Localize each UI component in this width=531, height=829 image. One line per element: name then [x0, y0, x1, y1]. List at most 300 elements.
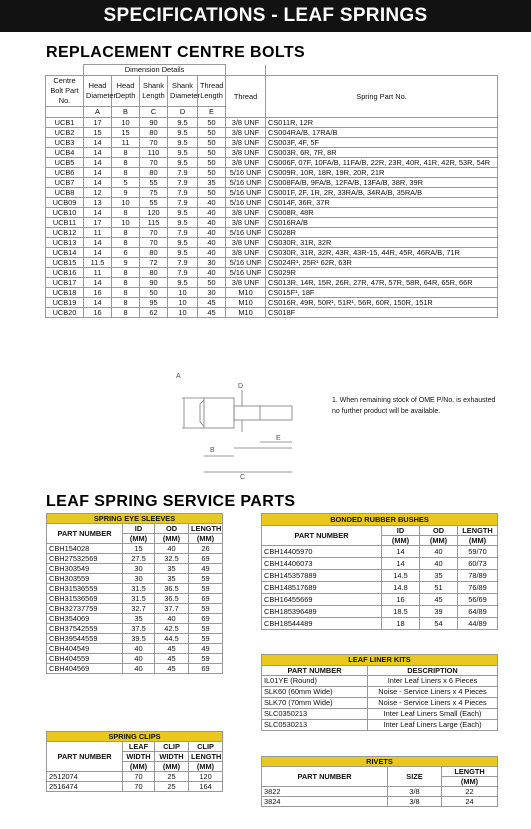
size-cell: 3/8	[388, 797, 442, 807]
rivets-title: RIVETS	[262, 757, 498, 767]
table-row	[47, 574, 223, 584]
clip-width-cell: 25	[155, 772, 189, 782]
rubber-bushes-table	[261, 513, 498, 630]
part-number-cell: SLC0530213	[262, 720, 368, 731]
length-cell: 49	[189, 644, 223, 654]
clip-width-cell: 25	[155, 782, 189, 792]
letter-c: C	[140, 107, 168, 118]
head-diameter-cell: 14	[84, 278, 112, 288]
shank-diameter-cell: 9.5	[168, 148, 198, 158]
thread-length-cell: 50	[198, 118, 226, 128]
head-depth-cell: 10	[112, 218, 140, 228]
table-row	[262, 797, 498, 807]
shank-length-cell: 72	[140, 258, 168, 268]
clips-col-clip: CLIP	[189, 742, 223, 752]
head-depth-cell: 15	[112, 128, 140, 138]
part-number-cell: SLK60 (60mm Wide)	[262, 687, 368, 698]
length-cell: 64/89	[458, 606, 498, 618]
head-depth-cell: 8	[112, 228, 140, 238]
letter-a: A	[84, 107, 112, 118]
table-row	[47, 782, 223, 792]
table-row	[46, 178, 498, 188]
col-thread: Thread	[226, 76, 266, 118]
spring-part-cell: CS008FA/B, 9FA/B, 12FA/B, 13FA/B, 38R, 39R	[266, 178, 498, 188]
length-cell: 49	[189, 564, 223, 574]
head-depth-cell: 8	[112, 268, 140, 278]
table-row	[262, 787, 498, 797]
spring-part-cell: CS003F, 4F, 5F	[266, 138, 498, 148]
shank-length-cell: 80	[140, 128, 168, 138]
part-number-cell: CBH16455669	[262, 594, 382, 606]
shank-diameter-cell: 10	[168, 298, 198, 308]
length-cell: 69	[189, 554, 223, 564]
thread-length-cell: 50	[198, 158, 226, 168]
thread-length-cell: 40	[198, 218, 226, 228]
table-row	[262, 709, 498, 720]
bolt-part-cell: UCB15	[46, 258, 84, 268]
table-row	[46, 158, 498, 168]
part-number-cell: CBH39544559	[47, 634, 123, 644]
part-number-cell: 2516474	[47, 782, 123, 792]
length-cell: 69	[189, 664, 223, 674]
thread-cell: 3/8 UNF	[226, 118, 266, 128]
od-cell: 36.5	[155, 584, 189, 594]
id-cell: 14.5	[382, 570, 420, 582]
table-row	[47, 544, 223, 554]
table-row	[262, 594, 498, 606]
page-banner: SPECIFICATIONS - LEAF SPRINGS	[0, 0, 531, 32]
letter-d: D	[168, 107, 198, 118]
description-cell: Inter Leaf Liners x 6 Pieces	[368, 676, 498, 687]
table-row	[46, 278, 498, 288]
bolt-part-cell: UCB16	[46, 268, 84, 278]
part-number-cell: CBH32737759	[47, 604, 123, 614]
od-cell: 35	[420, 570, 458, 582]
bolt-diagram	[170, 360, 300, 480]
bolt-part-cell: UCB13	[46, 238, 84, 248]
id-cell: 30	[123, 574, 155, 584]
head-diameter-cell: 16	[84, 308, 112, 318]
liner-kits-table	[261, 654, 498, 731]
shank-diameter-cell: 9.5	[168, 218, 198, 228]
shank-diameter-cell: 9.5	[168, 248, 198, 258]
clips-col-leaf: LEAF	[123, 742, 155, 752]
head-depth-cell: 8	[112, 278, 140, 288]
table-row	[47, 624, 223, 634]
table-row	[47, 634, 223, 644]
bushes-unit: (MM)	[458, 536, 498, 546]
bolt-part-cell: UCB19	[46, 298, 84, 308]
shank-diameter-cell: 9.5	[168, 128, 198, 138]
rivets-col-part: PART NUMBER	[262, 767, 388, 787]
shank-diameter-cell: 7.9	[168, 268, 198, 278]
id-cell: 14.8	[382, 582, 420, 594]
eye-unit: (MM)	[155, 534, 189, 544]
eye-col-part: PART NUMBER	[47, 524, 123, 544]
table-row	[46, 168, 498, 178]
eye-sleeves-table	[46, 513, 223, 674]
head-depth-cell: 10	[112, 118, 140, 128]
clips-subheader: WIDTH	[155, 752, 189, 762]
id-cell: 35	[123, 614, 155, 624]
part-number-cell: 2512074	[47, 772, 123, 782]
table-row	[47, 584, 223, 594]
shank-diameter-cell: 10	[168, 308, 198, 318]
part-number-cell: CBH154028	[47, 544, 123, 554]
head-diameter-cell: 16	[84, 288, 112, 298]
diagram-label-c: C	[240, 474, 246, 481]
od-cell: 45	[155, 644, 189, 654]
part-number-cell: 3824	[262, 797, 388, 807]
shank-length-cell: 115	[140, 218, 168, 228]
shank-length-cell: 80	[140, 268, 168, 278]
thread-cell: M10	[226, 308, 266, 318]
length-cell: 78/89	[458, 570, 498, 582]
shank-diameter-cell: 7.9	[168, 258, 198, 268]
head-diameter-cell: 14	[84, 168, 112, 178]
col-thread-length: Thread Length	[198, 76, 226, 107]
thread-cell: M10	[226, 298, 266, 308]
table-row	[262, 687, 498, 698]
thread-cell: 3/8 UNF	[226, 248, 266, 258]
part-number-cell: CBH404559	[47, 654, 123, 664]
length-cell: 59	[189, 624, 223, 634]
table-row	[46, 228, 498, 238]
description-cell: Noise - Service Liners x 4 Pieces	[368, 687, 498, 698]
col-spring-part: Spring Part No.	[266, 76, 498, 118]
spring-clips-table	[46, 731, 223, 792]
clip-length-cell: 120	[189, 772, 223, 782]
eye-col-length: LENGTH	[189, 524, 223, 534]
col-head-depth: Head Depth	[112, 76, 140, 107]
description-cell: Inter Leaf Liners Small (Each)	[368, 709, 498, 720]
table-row	[47, 564, 223, 574]
shank-length-cell: 90	[140, 278, 168, 288]
od-cell: 40	[155, 614, 189, 624]
rivets-unit: (MM)	[442, 777, 498, 787]
table-row	[262, 676, 498, 687]
id-cell: 37.5	[123, 624, 155, 634]
shank-length-cell: 55	[140, 198, 168, 208]
shank-length-cell: 80	[140, 248, 168, 258]
shank-length-cell: 62	[140, 308, 168, 318]
bolt-part-cell: UCB18	[46, 288, 84, 298]
thread-length-cell: 40	[198, 198, 226, 208]
table-row	[47, 664, 223, 674]
length-cell: 59	[189, 584, 223, 594]
table-row	[46, 188, 498, 198]
part-number-cell: CBH14406073	[262, 558, 382, 570]
thread-cell: 3/8 UNF	[226, 158, 266, 168]
clips-col-clip: CLIP	[155, 742, 189, 752]
shank-diameter-cell: 9.5	[168, 238, 198, 248]
spring-part-cell: CS014F, 36R, 37R	[266, 198, 498, 208]
bolt-part-cell: UCB5	[46, 158, 84, 168]
table-row	[262, 570, 498, 582]
diagram-label-e: E	[276, 435, 281, 442]
length-cell: 69	[189, 594, 223, 604]
shank-length-cell: 90	[140, 118, 168, 128]
thread-length-cell: 30	[198, 258, 226, 268]
rivets-col-length: LENGTH	[442, 767, 498, 777]
shank-diameter-cell: 7.9	[168, 168, 198, 178]
id-cell: 31.5	[123, 584, 155, 594]
shank-diameter-cell: 9.5	[168, 118, 198, 128]
service-section-title: LEAF SPRING SERVICE PARTS	[46, 493, 296, 510]
table-row	[46, 218, 498, 228]
table-row	[46, 268, 498, 278]
liner-kits-title: LEAF LINER KITS	[262, 655, 498, 666]
stock-note: 1. When remaining stock of OME P/No. is exhausted no further product will be available.	[332, 397, 496, 415]
thread-length-cell: 40	[198, 248, 226, 258]
clips-subheader: LENGTH	[189, 752, 223, 762]
bolt-part-cell: UCB09	[46, 198, 84, 208]
shank-diameter-cell: 9.5	[168, 138, 198, 148]
head-depth-cell: 11	[112, 138, 140, 148]
centre-bolts-table	[45, 64, 498, 318]
thread-cell: 5/16 UNF	[226, 258, 266, 268]
bolt-part-cell: UCB12	[46, 228, 84, 238]
leaf-width-cell: 70	[123, 782, 155, 792]
shank-length-cell: 80	[140, 168, 168, 178]
table-row	[46, 298, 498, 308]
id-cell: 31.5	[123, 594, 155, 604]
dimension-header: Dimension Details	[84, 65, 226, 76]
thread-cell: 3/8 UNF	[226, 128, 266, 138]
bolt-part-cell: UCB6	[46, 168, 84, 178]
id-cell: 40	[123, 654, 155, 664]
thread-cell: 3/8 UNF	[226, 238, 266, 248]
letter-e: E	[198, 107, 226, 118]
spring-clips-title: SPRING CLIPS	[47, 732, 223, 742]
head-depth-cell: 5	[112, 178, 140, 188]
part-number-cell: CBH27532569	[47, 554, 123, 564]
table-row	[47, 614, 223, 624]
id-cell: 16	[382, 594, 420, 606]
spring-part-cell: CS008R, 48R	[266, 208, 498, 218]
clips-subheader: WIDTH	[123, 752, 155, 762]
part-number-cell: CBH185396489	[262, 606, 382, 618]
bushes-col-id: ID	[382, 526, 420, 536]
od-cell: 44.5	[155, 634, 189, 644]
spring-part-cell: CS013R, 14R, 15R, 26R, 27R, 47R, 57R, 58R, 64R, 65R, 66R	[266, 278, 498, 288]
thread-cell: 3/8 UNF	[226, 148, 266, 158]
table-row	[262, 698, 498, 709]
part-number-cell: CBH18544489	[262, 618, 382, 630]
description-cell: Inter Leaf Liners Large (Each)	[368, 720, 498, 731]
part-number-cell: SLK70 (70mm Wide)	[262, 698, 368, 709]
length-cell: 69	[189, 614, 223, 624]
head-diameter-cell: 17	[84, 118, 112, 128]
length-cell: 76/89	[458, 582, 498, 594]
shank-diameter-cell: 7.9	[168, 188, 198, 198]
thread-cell: 3/8 UNF	[226, 138, 266, 148]
head-diameter-cell: 14	[84, 158, 112, 168]
shank-diameter-cell: 9.5	[168, 158, 198, 168]
spring-part-cell: CS024R¹, 25R¹ 62R, 63R	[266, 258, 498, 268]
thread-cell: 3/8 UNF	[226, 208, 266, 218]
bolt-part-cell: UCB14	[46, 248, 84, 258]
shank-length-cell: 95	[140, 298, 168, 308]
clips-unit: (MM)	[123, 762, 155, 772]
od-cell: 40	[420, 558, 458, 570]
spring-part-cell: CS006F, 07F, 10FA/B, 11FA/B, 22R, 23R, 40R, 41R, 42R, 53R, 54R	[266, 158, 498, 168]
thread-cell: 5/16 UNF	[226, 228, 266, 238]
length-cell: 26	[189, 544, 223, 554]
head-diameter-cell: 14	[84, 138, 112, 148]
part-number-cell: CBH303559	[47, 574, 123, 584]
length-cell: 22	[442, 787, 498, 797]
head-depth-cell: 8	[112, 148, 140, 158]
shank-length-cell: 50	[140, 288, 168, 298]
bushes-col-length: LENGTH	[458, 526, 498, 536]
eye-unit: (MM)	[189, 534, 223, 544]
col-centre-bolt: Centre Bolt Part No.	[46, 76, 84, 107]
bushes-col-part: PART NUMBER	[262, 526, 382, 546]
diagram-label-b: B	[210, 447, 215, 454]
bolt-part-cell: UCB8	[46, 188, 84, 198]
thread-cell: 5/16 UNF	[226, 168, 266, 178]
part-number-cell: CBH404569	[47, 664, 123, 674]
thread-length-cell: 40	[198, 238, 226, 248]
od-cell: 51	[420, 582, 458, 594]
length-cell: 24	[442, 797, 498, 807]
id-cell: 14	[382, 558, 420, 570]
bushes-unit: (MM)	[420, 536, 458, 546]
od-cell: 45	[420, 594, 458, 606]
table-row	[47, 654, 223, 664]
head-diameter-cell: 13	[84, 198, 112, 208]
head-depth-cell: 8	[112, 308, 140, 318]
table-row	[46, 198, 498, 208]
bolt-part-cell: UCB20	[46, 308, 84, 318]
length-cell: 60/73	[458, 558, 498, 570]
head-diameter-cell: 14	[84, 298, 112, 308]
thread-length-cell: 40	[198, 208, 226, 218]
table-row	[262, 618, 498, 630]
head-diameter-cell: 14	[84, 148, 112, 158]
thread-length-cell: 50	[198, 168, 226, 178]
head-diameter-cell: 11	[84, 268, 112, 278]
head-depth-cell: 9	[112, 188, 140, 198]
eye-col-id: ID	[123, 524, 155, 534]
bushes-col-od: OD	[420, 526, 458, 536]
od-cell: 36.5	[155, 594, 189, 604]
thread-cell: M10	[226, 288, 266, 298]
bolt-part-cell: UCB4	[46, 148, 84, 158]
length-cell: 59	[189, 634, 223, 644]
head-diameter-cell: 12	[84, 188, 112, 198]
thread-cell: 5/16 UNF	[226, 178, 266, 188]
part-number-cell: CBH31536569	[47, 594, 123, 604]
od-cell: 35	[155, 574, 189, 584]
spring-part-cell: CS009R, 10R, 18R, 19R, 20R, 21R	[266, 168, 498, 178]
thread-length-cell: 40	[198, 268, 226, 278]
thread-length-cell: 40	[198, 228, 226, 238]
table-row	[46, 248, 498, 258]
spring-part-cell: CS030R, 31R, 32R, 43R, 43R-15, 44R, 45R, 46RA/B, 71R	[266, 248, 498, 258]
shank-diameter-cell: 7.9	[168, 178, 198, 188]
col-shank-length: Shank Length	[140, 76, 168, 107]
head-depth-cell: 8	[112, 298, 140, 308]
id-cell: 14	[382, 546, 420, 558]
bolt-part-cell: UCB1	[46, 118, 84, 128]
thread-length-cell: 45	[198, 298, 226, 308]
id-cell: 18.5	[382, 606, 420, 618]
bolt-part-cell: UCB11	[46, 218, 84, 228]
shank-diameter-cell: 7.9	[168, 198, 198, 208]
thread-cell: 3/8 UNF	[226, 218, 266, 228]
head-diameter-cell: 11.5	[84, 258, 112, 268]
spring-part-cell: CS016R, 49R, 50R¹, 51R¹, 56R, 60R, 150R, 151R	[266, 298, 498, 308]
clip-length-cell: 164	[189, 782, 223, 792]
part-number-cell: 3822	[262, 787, 388, 797]
length-cell: 56/69	[458, 594, 498, 606]
table-row	[262, 546, 498, 558]
head-diameter-cell: 15	[84, 128, 112, 138]
table-row	[262, 582, 498, 594]
id-cell: 32.7	[123, 604, 155, 614]
eye-col-od: OD	[155, 524, 189, 534]
spring-part-cell: CS030R, 31R, 32R	[266, 238, 498, 248]
table-row	[47, 554, 223, 564]
table-row	[46, 288, 498, 298]
thread-length-cell: 50	[198, 128, 226, 138]
diagram-label-a: A	[176, 373, 181, 380]
od-cell: 40	[155, 544, 189, 554]
table-row	[262, 558, 498, 570]
od-cell: 35	[155, 564, 189, 574]
rivets-table	[261, 756, 498, 807]
id-cell: 39.5	[123, 634, 155, 644]
part-number-cell: IL01YE (Round)	[262, 676, 368, 687]
thread-cell: 5/16 UNF	[226, 188, 266, 198]
part-number-cell: CBH303549	[47, 564, 123, 574]
thread-cell: 5/16 UNF	[226, 198, 266, 208]
table-row	[262, 720, 498, 731]
bolt-part-cell: UCB3	[46, 138, 84, 148]
bushes-unit: (MM)	[382, 536, 420, 546]
part-number-cell: CBH145357889	[262, 570, 382, 582]
od-cell: 39	[420, 606, 458, 618]
bolts-section-title: REPLACEMENT CENTRE BOLTS	[46, 44, 306, 61]
bolt-part-cell: UCB7	[46, 178, 84, 188]
shank-length-cell: 70	[140, 238, 168, 248]
table-row	[47, 604, 223, 614]
spring-part-cell: CS016RA/B	[266, 218, 498, 228]
bolt-part-cell: UCB2	[46, 128, 84, 138]
part-number-cell: CBH404549	[47, 644, 123, 654]
table-row	[46, 138, 498, 148]
id-cell: 18	[382, 618, 420, 630]
head-depth-cell: 6	[112, 248, 140, 258]
rivets-col-size: SIZE	[388, 767, 442, 787]
table-row	[262, 606, 498, 618]
od-cell: 54	[420, 618, 458, 630]
spring-part-cell: CS028R	[266, 228, 498, 238]
clips-unit: (MM)	[155, 762, 189, 772]
description-cell: Noise - Service Liners x 4 Pieces	[368, 698, 498, 709]
thread-length-cell: 50	[198, 148, 226, 158]
col-shank-diameter: Shank Diameter	[168, 76, 198, 107]
table-row	[46, 208, 498, 218]
head-diameter-cell: 14	[84, 178, 112, 188]
head-depth-cell: 10	[112, 198, 140, 208]
clips-unit: (MM)	[189, 762, 223, 772]
table-row	[46, 148, 498, 158]
table-row	[47, 772, 223, 782]
part-number-cell: CBH31536559	[47, 584, 123, 594]
